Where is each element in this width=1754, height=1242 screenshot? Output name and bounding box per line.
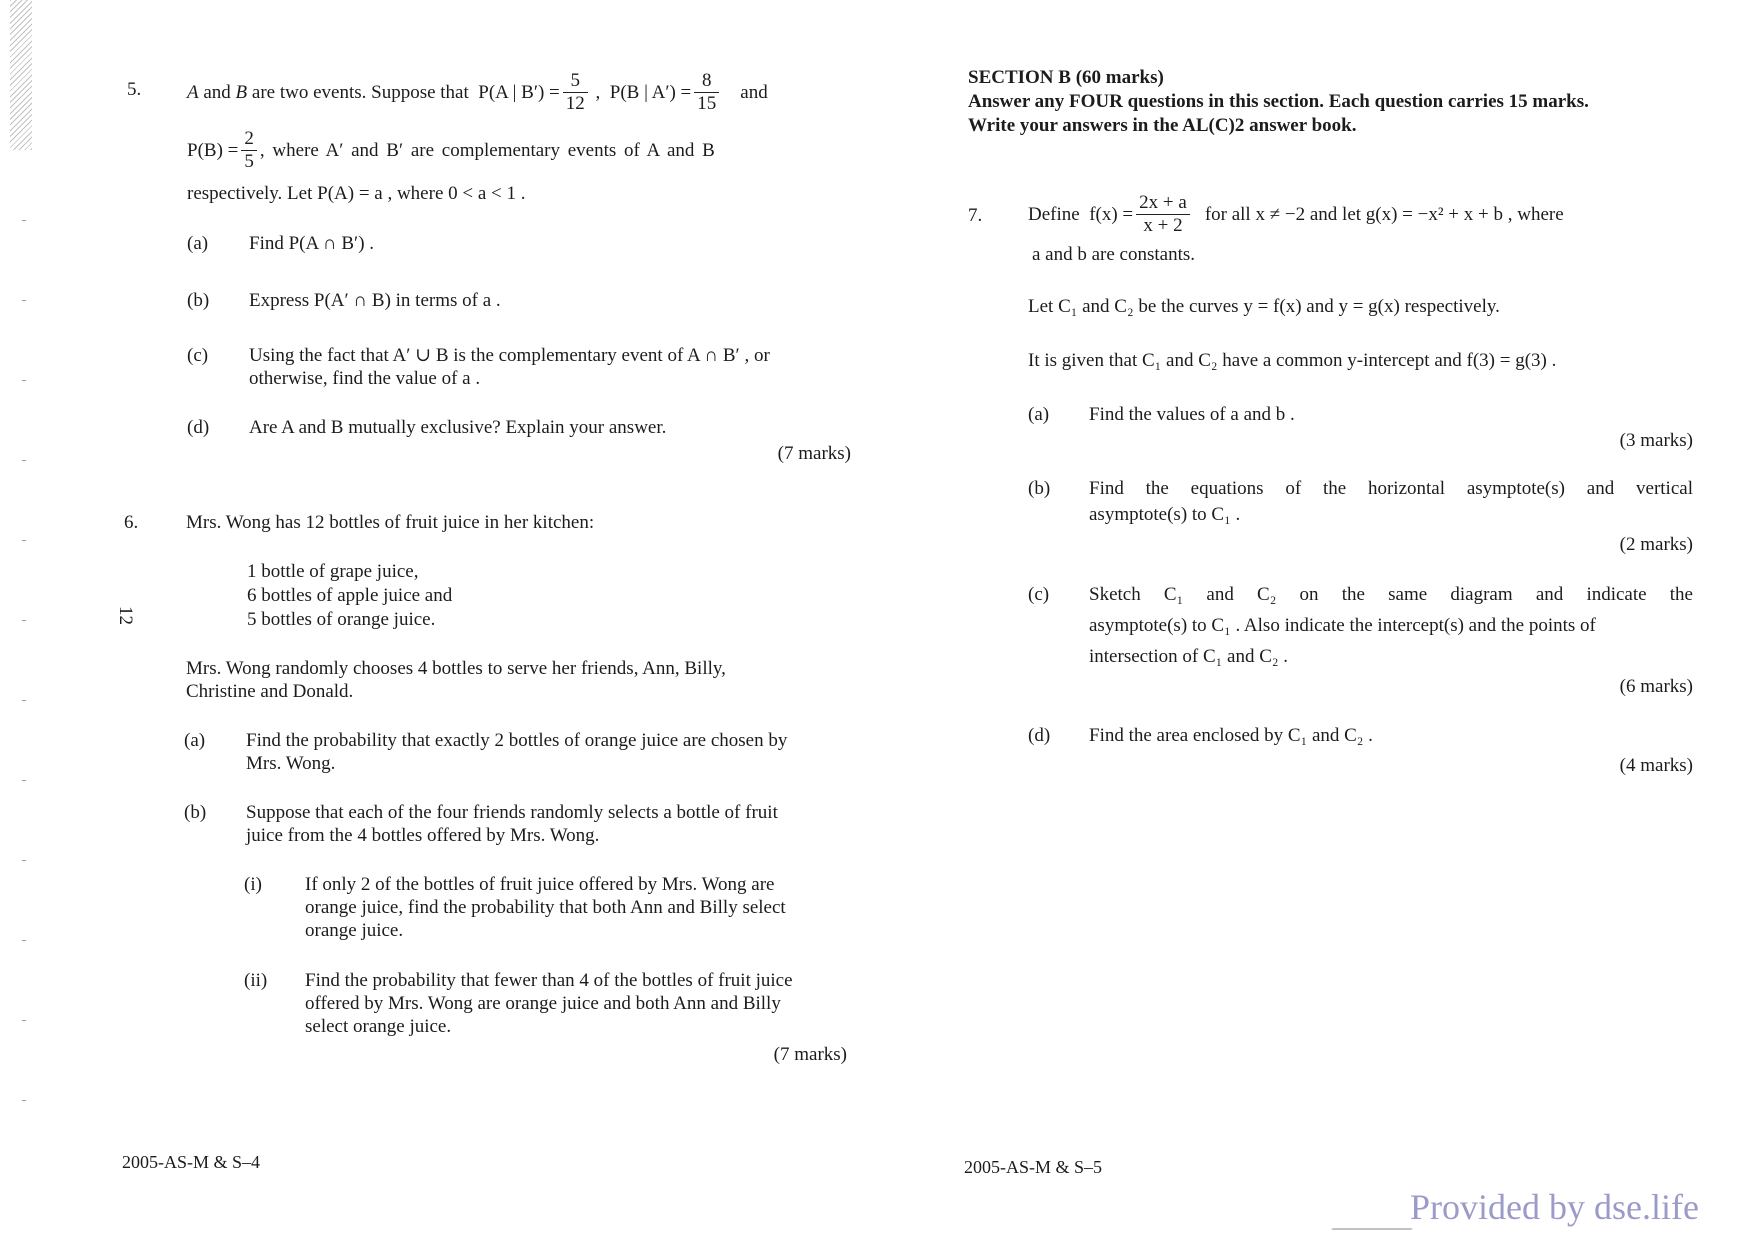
question-number: 6. <box>124 512 139 533</box>
q5-line-2 <box>187 122 853 178</box>
part-text: otherwise, find the value of a . <box>249 368 481 389</box>
part-label: (d) <box>1028 725 1051 746</box>
list-item: 5 bottles of orange juice. <box>247 609 436 630</box>
part-text: Are A and B mutually exclusive? Explain your answer. <box>249 417 667 438</box>
part-text: Suppose that each of the four friends randomly selects a bottle of fruit <box>246 802 778 823</box>
part-label: (a) <box>187 233 209 254</box>
marks-label: (6 marks) <box>1619 676 1693 697</box>
prob-b: P(B) = <box>187 139 239 161</box>
watermark-text: Provided by dse.life <box>1410 1187 1699 1227</box>
subpart-text: select orange juice. <box>305 1016 452 1037</box>
list-item: 1 bottle of grape juice, <box>247 561 419 582</box>
part-label: (a) <box>184 730 206 751</box>
part-label: (b) <box>187 290 210 311</box>
q5-and: and <box>203 81 231 103</box>
q5-and-2: and <box>740 81 768 103</box>
subpart-text: orange juice. <box>305 920 404 941</box>
margin-tick <box>22 460 26 461</box>
event-a: A <box>187 81 199 103</box>
side-page-number: 12 <box>115 606 136 625</box>
part-label: (a) <box>1028 404 1050 425</box>
section-instruction: Write your answers in the AL(C)2 answer book. <box>968 115 1357 136</box>
subpart-text: orange juice, find the probability that both Ann and Billy select <box>305 897 786 918</box>
q7-line-3: Let C₁ and C₂ be the curves y = f(x) and y = g(x) respectively. <box>1028 296 1500 317</box>
page-footer: 2005-AS-M & S–5 <box>964 1157 1103 1177</box>
part-text: Express P(A′ ∩ B) in terms of a . <box>249 290 501 311</box>
subpart-label: (ii) <box>244 970 268 991</box>
section-instruction: Answer any FOUR questions in this section. Each question carries 15 marks. <box>968 91 1589 112</box>
part-text: asymptote(s) to C₁ . Also indicate the intercept(s) and the points of <box>1089 615 1596 636</box>
q5-line-3: respectively. Let P(A) = a , where 0 < a < 1 . <box>187 183 526 204</box>
margin-tick <box>22 780 26 781</box>
q5-intro-text: are two events. Suppose that <box>251 81 469 103</box>
part-text: Using the fact that A′ ∪ B is the complementary event of A ∩ B′ , or <box>249 345 770 366</box>
subpart-text: offered by Mrs. Wong are orange juice and both Ann and Billy <box>305 993 781 1014</box>
part-text: Find the probability that exactly 2 bottles of orange juice are chosen by <box>246 730 788 751</box>
function-f: f(x) = <box>1089 203 1134 225</box>
q5-complementary-text: , where A′ and B′ are complementary events of A and B <box>259 139 715 161</box>
margin-tick <box>22 1020 26 1021</box>
part-text: Find the area enclosed by C₁ and C₂ . <box>1089 725 1373 746</box>
q7-definition-line <box>1028 186 1694 242</box>
subpart-text: If only 2 of the bottles of fruit juice offered by Mrs. Wong are <box>305 874 775 895</box>
page-footer: 2005-AS-M & S–4 <box>122 1152 261 1172</box>
part-text: juice from the 4 bottles offered by Mrs. Wong. <box>246 825 600 846</box>
fraction-8-15: $\frac{8}{15}$ <box>694 70 719 115</box>
margin-tick <box>22 860 26 861</box>
part-text: Mrs. Wong. <box>246 753 336 774</box>
part-label: (b) <box>1028 478 1051 499</box>
q7-definition-rest: for all x ≠ −2 and let g(x) = −x² + x + b , where <box>1204 203 1564 225</box>
subpart-label: (i) <box>244 874 262 895</box>
part-text: Find the values of a and b . <box>1089 404 1295 425</box>
list-item: 6 bottles of apple juice and <box>247 585 453 606</box>
fraction-2-5: $\frac{2}{5}$ <box>241 128 257 173</box>
subpart-text: Find the probability that fewer than 4 of the bottles of fruit juice <box>305 970 793 991</box>
q7-line-2: a and b are constants. <box>1032 244 1196 265</box>
q7-define: Define <box>1028 203 1080 225</box>
scan-noise <box>10 0 32 150</box>
margin-tick <box>22 540 26 541</box>
part-text: intersection of C₁ and C₂ . <box>1089 646 1288 667</box>
margin-tick <box>22 1100 26 1101</box>
part-text: Sketch C₁ and C₂ on the same diagram and indicate the <box>1089 584 1693 605</box>
margin-tick <box>22 220 26 221</box>
fraction-5-12: $\frac{5}{12}$ <box>563 70 588 115</box>
part-label: (c) <box>1028 584 1050 605</box>
margin-tick <box>22 300 26 301</box>
q7-line-4: It is given that C₁ and C₂ have a common y-intercept and f(3) = g(3) . <box>1028 350 1557 371</box>
fraction-f: $\frac{2x + a}{x + 2}$ <box>1136 192 1190 237</box>
q6-paragraph: Christine and Donald. <box>186 681 354 702</box>
marks-label: (2 marks) <box>1619 534 1693 555</box>
section-title: SECTION B (60 marks) <box>968 67 1164 88</box>
prob-a-given-b-prime: P(A | B′) = <box>478 81 560 103</box>
question-number: 7. <box>968 205 983 226</box>
margin-tick <box>22 940 26 941</box>
part-text: Find P(A ∩ B′) . <box>249 233 375 254</box>
margin-tick <box>22 620 26 621</box>
margin-tick <box>22 700 26 701</box>
marks-label: (7 marks) <box>777 443 851 464</box>
part-label: (d) <box>187 417 210 438</box>
marks-label: (4 marks) <box>1619 755 1693 776</box>
watermark-scribble <box>1331 1214 1420 1230</box>
marks-label: (7 marks) <box>773 1044 847 1065</box>
q5-line-1: A and B are two events. Suppose that P(A | B′) = $\frac{5}{12}$ , P(B | A′) = $\frac{8}{15}$ and <box>187 69 768 114</box>
q6-intro: Mrs. Wong has 12 bottles of fruit juice in her kitchen: <box>186 512 595 533</box>
part-label: (c) <box>187 345 209 366</box>
part-text: Find the equations of the horizontal asymptote(s) and vertical <box>1089 478 1693 499</box>
part-text: asymptote(s) to C₁ . <box>1089 504 1241 525</box>
marks-label: (3 marks) <box>1619 430 1693 451</box>
event-b: B <box>235 81 248 103</box>
q6-paragraph: Mrs. Wong randomly chooses 4 bottles to serve her friends, Ann, Billy, <box>186 658 726 679</box>
part-label: (b) <box>184 802 207 823</box>
question-number: 5. <box>127 79 142 100</box>
prob-b-given-a-prime: P(B | A′) = <box>609 81 692 103</box>
margin-tick <box>22 380 26 381</box>
